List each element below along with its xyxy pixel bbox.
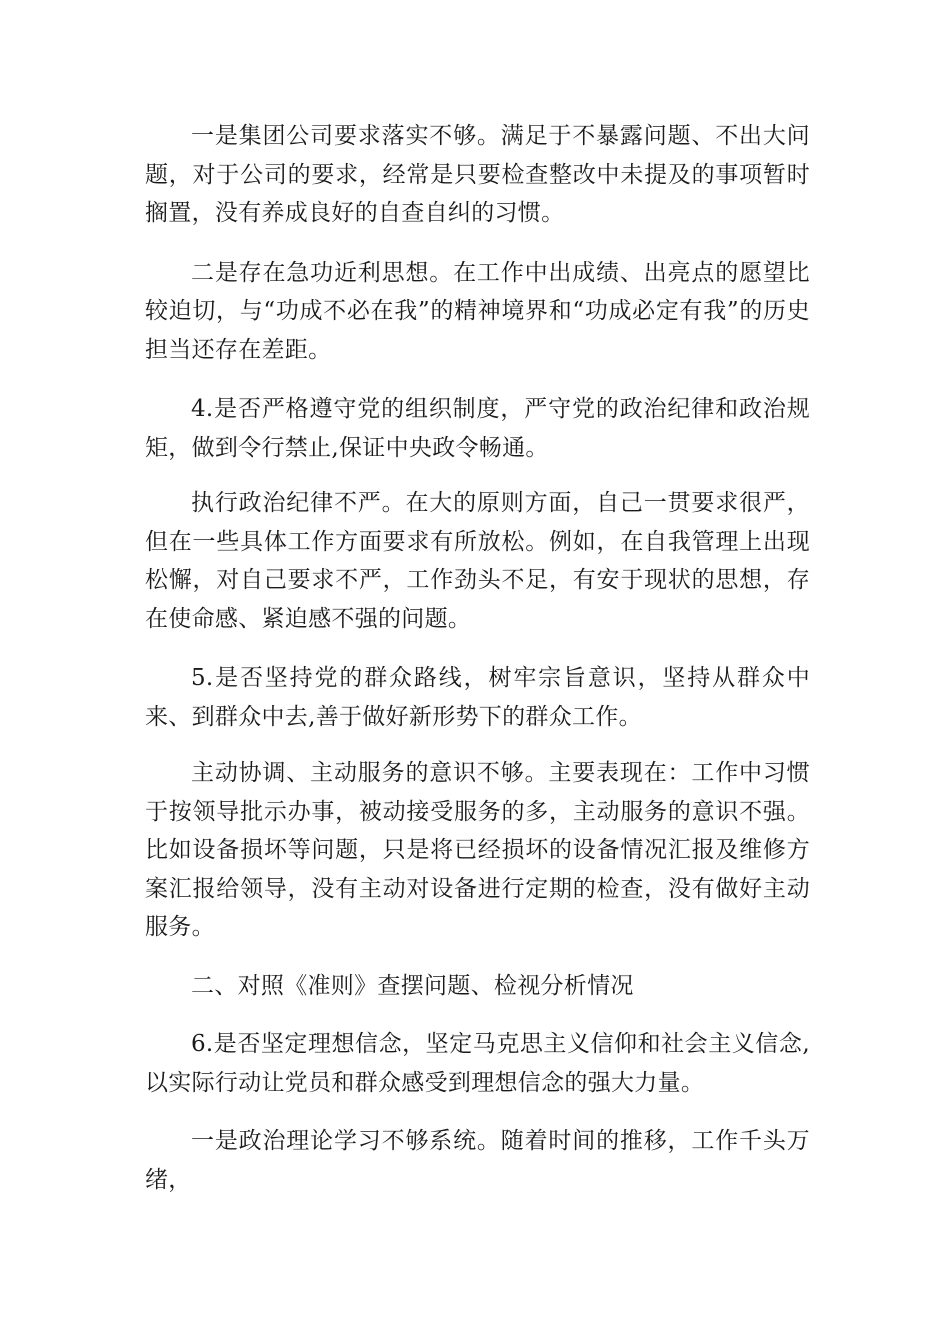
paragraph-8: 一是政治理论学习不够系统。随着时间的推移，工作千头万绪，	[145, 1128, 810, 1193]
section-heading: 二、对照《准则》查摆问题、检视分析情况	[191, 972, 634, 999]
paragraph-4: 执行政治纪律不严。在大的原则方面，自己一贯要求很严，但在一些具体工作方面要求有所放松。例如，在自我管理上出现松懈，对自己要求不严，工作劲头不足，有安于现状的思想，存在使命感、紧迫感不强的问题。	[145, 490, 810, 632]
paragraph-2: 二是存在急功近利思想。在工作中出成绩、出亮点的愿望比较迫切，与“功成不必在我”的精神境界和“功成必定有我”的历史担当还存在差距。	[145, 259, 810, 363]
paragraph-3: 4.是否严格遵守党的组织制度，严守党的政治纪律和政治规矩，做到令行禁止,保证中央政令畅通。	[145, 396, 810, 461]
paragraph-5: 5.是否坚持党的群众路线，树牢宗旨意识，坚持从群众中来、到群众中去,善于做好新形势下的群众工作。	[145, 665, 810, 730]
paragraph-1: 一是集团公司要求落实不够。满足于不暴露问题、不出大问题，对于公司的要求，经常是只要检查整改中未提及的事项暂时搁置，没有养成良好的自查自纠的习惯。	[145, 123, 810, 226]
paragraph-7: 6.是否坚定理想信念，坚定马克思主义信仰和社会主义信念,以实际行动让党员和群众感受到理想信念的强大力量。	[145, 1031, 810, 1096]
document-body	[145, 117, 810, 1199]
paragraph-6: 主动协调、主动服务的意识不够。主要表现在：工作中习惯于按领导批示办事，被动接受服务的多，主动服务的意识不强。比如设备损坏等问题，只是将已经损坏的设备情况汇报及维修方案汇报给领导，没有主动对设备进行定期的检查，没有做好主动服务。	[145, 760, 810, 940]
